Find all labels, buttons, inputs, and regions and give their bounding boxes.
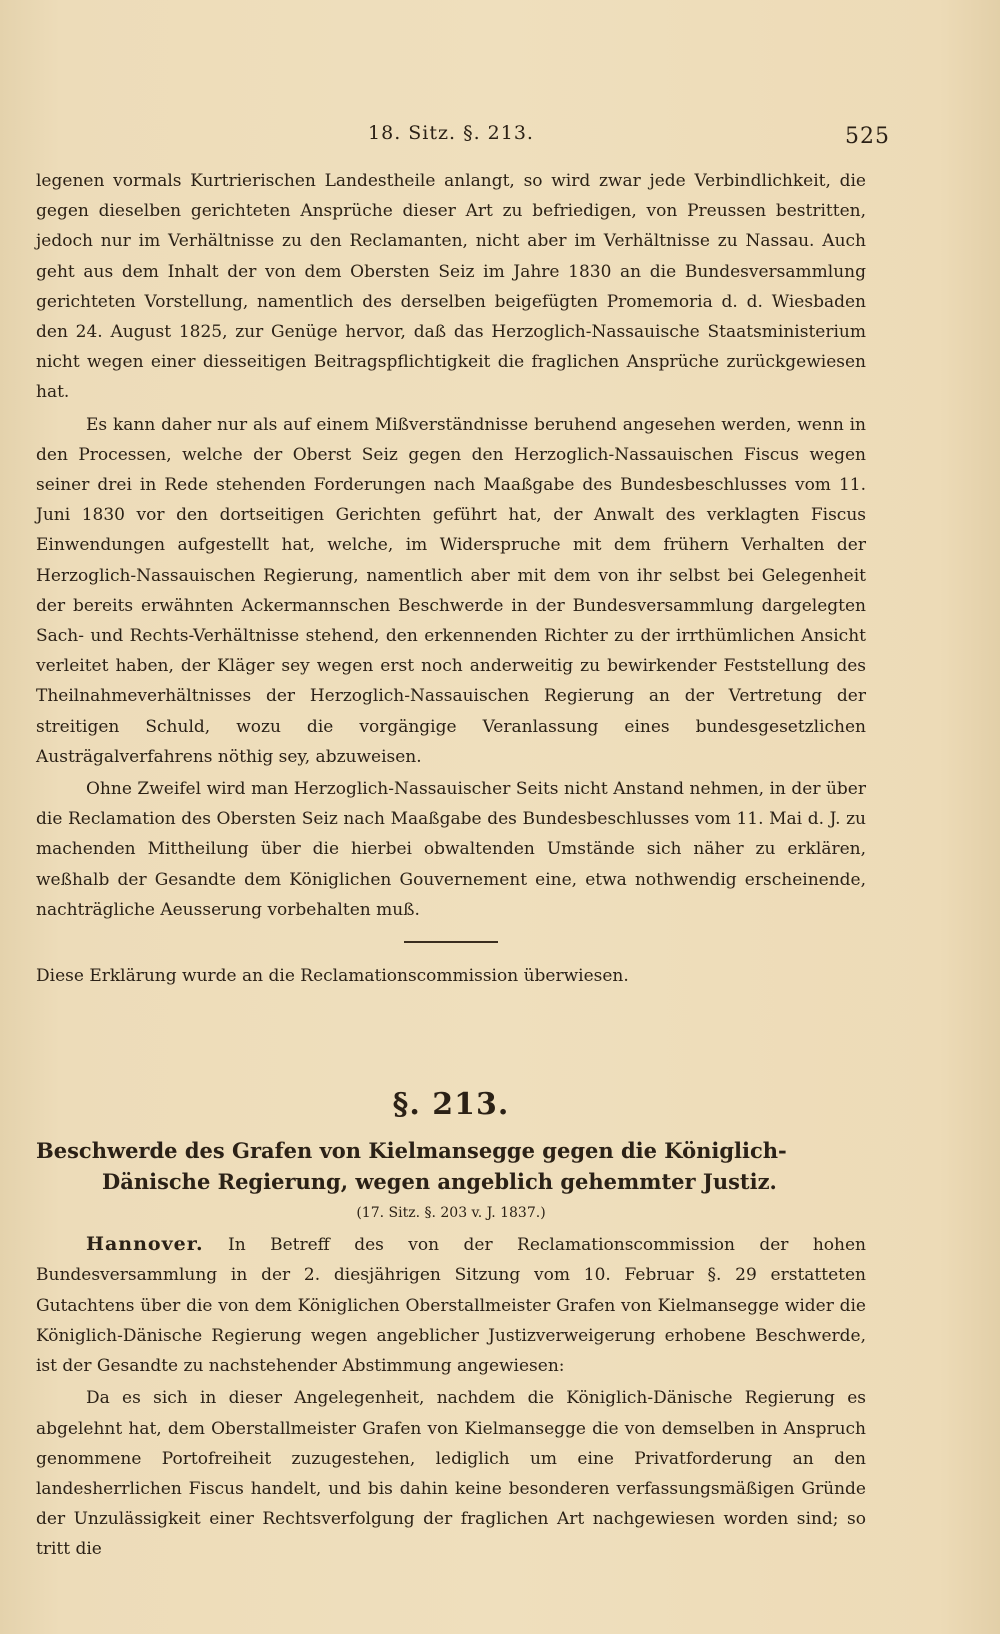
running-head: 18. Sitz. §. 213. xyxy=(368,122,534,144)
section-reference: (17. Sitz. §. 203 v. J. 1837.) xyxy=(356,1205,546,1222)
section-paragraph-text: In Betreff des von der Reclamationscommission der hohen Bundesversammlung in der 2. diesjährigen Sitzung vom 10. Februar §. 29 erstatteten Gutachtens über die von dem Königlichen Oberstallmeister Grafen von Kielmansegge wider die Königlich-Dänische Regierung wegen angeblicher Justizverweigerung erhobene Beschwerde, ist der Gesandte zu nachstehender Abstimmung angewiesen: xyxy=(36,1235,866,1377)
page-number: 525 xyxy=(845,124,890,149)
section-paragraph: Da es sich in dieser Angelegenheit, nachdem die Königlich-Dänische Regierung es abgelehnt hat, dem Oberstallmeister Grafen von Kielmansegge die von demselben in Anspruch genommene Portofreiheit zuzugestehen, lediglich um eine Privatforderung an den landesherrlichen Fiscus handelt, und bis dahin keine besonderen verfassungsmäßigen Gründe der Unzulässigkeit einer Rechtsverfolgung der fraglichen Art nachgewiesen worden sind; so tritt die xyxy=(36,1388,866,1560)
body-paragraph: Es kann daher nur als auf einem Mißverständnisse beruhend angesehen werden, wenn in den Processen, welche der Oberst Seiz gegen den Herzoglich-Nassauischen Fiscus wegen seiner drei in Rede stehenden Forderungen nach Maaßgabe des Bundesbeschlusses vom 11. Juni 1830 vor den dortseitigen Gerichten geführt hat, der Anwalt des verklagten Fiscus Einwendungen aufgestellt hat, welche, im Widerspruche mit dem frühern Verhalten der Herzoglich-Nassauischen Regierung, namentlich aber mit dem von ihr selbst bei Gelegenheit der bereits erwähnten Ackermannschen Beschwerde in der Bundesversammlung dargelegten Sach- und Rechts-Verhältnisse stehend, den erkennenden Richter zu der irrthümlichen Ansicht verleitet haben, der Kläger sey wegen erst noch anderweitig zu bewirkender Feststellung des Theilnahmeverhältnisses der Herzoglich-Nassauischen Regierung an der Vertretung der streitigen Schuld, wozu die vorgängige Veranlassung eines bundesgesetzlichen Austrägalverfahrens nöthig sey, abzuweisen. xyxy=(36,414,866,767)
page-header xyxy=(36,122,890,152)
section-heading: Beschwerde des Grafen von Kielmansegge gegen die Königlich-Dänische Regierung, wegen angeblich gehemmter Justiz. xyxy=(36,1138,787,1195)
page-body xyxy=(36,166,866,1565)
section-divider xyxy=(404,941,498,943)
body-paragraph: legenen vormals Kurtrierischen Landestheile anlangt, so wird zwar jede Verbindlichkeit, die gegen dieselben gerichteten Ansprüche dieser Art zu befriedigen, von Preussen bestritten, jedoch nur im Verhältnisse zu den Reclamanten, nicht aber im Verhältnisse zu Nassau. Auch geht aus dem Inhalt der von dem Obersten Seiz im Jahre 1830 an die Bundesversammlung gerichteten Vorstellung, namentlich des derselben beigefügten Promemoria d. d. Wiesbaden den 24. August 1825, zur Genüge hervor, daß das Herzoglich-Nassauische Staatsministerium nicht wegen einer diesseitigen Beitragspflichtigkeit die fraglichen Ansprüche zurückgewiesen hat. xyxy=(36,171,866,403)
section-number: §. 213. xyxy=(392,1087,510,1123)
body-paragraph: Ohne Zweifel wird man Herzoglich-Nassauischer Seits nicht Anstand nehmen, in der über die Reclamation des Obersten Seiz nach Maaßgabe des Bundesbeschlusses vom 11. Mai d. J. zu machenden Mittheilung über die hierbei obwaltenden Umstände sich näher zu erklären, weßhalb der Gesandte dem Königlichen Gouvernement eine, etwa nothwendig erscheinende, nachträgliche Aeusserung vorbehalten muß. xyxy=(36,779,866,920)
place-name: Hannover. xyxy=(86,1233,204,1256)
section-paragraph xyxy=(36,1229,866,1381)
commission-note: Diese Erklärung wurde an die Reclamationscommission überwiesen. xyxy=(36,966,629,987)
